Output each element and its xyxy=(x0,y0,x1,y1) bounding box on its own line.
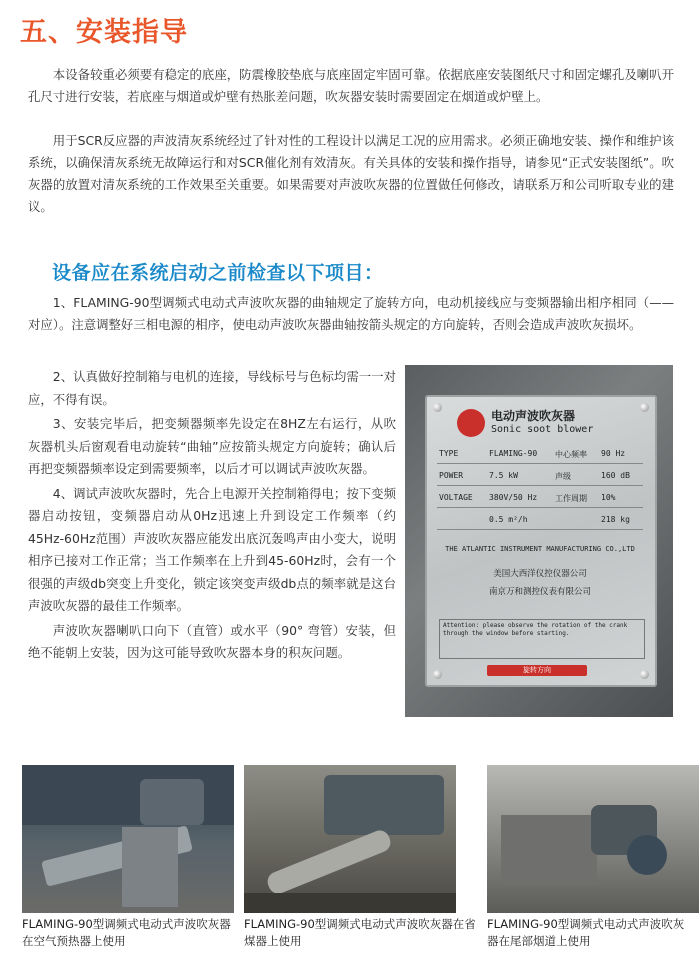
check-item-3: 3、安装完毕后，把变频器频率先设定在8HZ左右运行，从吹灰器机头后窗观看电动旋转“曲轴”应按箭头规定方向旋转；确认后再把变频器频率设定到需要频率，以后才可以调试声波吹灰器。 xyxy=(28,416,396,476)
rivet-icon xyxy=(433,670,442,679)
nameplate xyxy=(425,395,657,687)
nameplate-warning-box xyxy=(439,619,645,659)
nameplate-cell: 7.5 kW xyxy=(489,471,518,480)
rivet-icon xyxy=(640,670,649,679)
rivet-icon xyxy=(640,403,649,412)
nameplate-row xyxy=(437,493,643,508)
nameplate-row xyxy=(437,515,643,530)
nameplate-cell: POWER xyxy=(439,471,464,480)
check-heading: 设备应在系统启动之前检查以下项目： xyxy=(52,262,384,284)
fan-shape xyxy=(627,835,667,875)
section-title: 五、安装指导 xyxy=(20,17,188,48)
nameplate-row xyxy=(437,471,643,486)
company-logo-icon xyxy=(457,409,485,437)
nameplate-cell: 10% xyxy=(601,493,616,502)
install-paragraph-2: 用于SCR反应器的声波清灰系统经过了针对性的工程设计以满足工况的应用需求。必须正确地安装、操作和维护该系统，以确保清灰系统无故障运行和对SCR催化剂有效清灰。有关具体的安装和操作指导，请参见“正式安装图纸”。吹灰器的放置对清灰系统的工作效果至关重要。如果需要对声波吹灰器的位置做任何修改，请联系万和公司听取专业的建议。 xyxy=(28,133,674,214)
nameplate-cell: VOLTAGE xyxy=(439,493,473,502)
rotation-arrow-icon xyxy=(487,665,587,676)
photo-caption-3: FLAMING-90型调频式电动式声波吹灰器在尾部烟道上使用 xyxy=(487,917,685,948)
nameplate-cell: 90 Hz xyxy=(601,449,626,458)
nameplate-cell: 声级 xyxy=(555,472,571,481)
photo-caption-1: FLAMING-90型调频式电动式声波吹灰器在空气预热器上使用 xyxy=(22,917,231,948)
floor-shape xyxy=(244,893,456,913)
rotation-arrow-label: 旋转方向 xyxy=(523,666,551,674)
flue-wall-shape xyxy=(501,815,597,885)
nameplate-maker-en: THE ATLANTIC INSTRUMENT MANUFACTURING CO.,LTD xyxy=(445,545,635,553)
nameplate-warning-text: Attention: please observe the rotation of the crank through the window before starting. xyxy=(443,622,628,637)
check-item-2: 2、认真做好控制箱与电机的连接，导线标号与色标均需一一对应，不得有误。 xyxy=(28,369,396,407)
nameplate-photo xyxy=(405,365,673,717)
nameplate-cell: 160 dB xyxy=(601,471,630,480)
photo-tail-flue xyxy=(487,765,699,913)
check-item-1: 1、FLAMING-90型调频式电动式声波吹灰器的曲轴规定了旋转方向，电动机接线应与变频器输出相序相同（——对应）。注意调整好三相电源的相序，使电动声波吹灰器曲轴按箭头规定的方向旋转，否则会造成声波吹灰损坏。 xyxy=(28,295,674,332)
motor-shape xyxy=(324,775,444,835)
photo-air-preheater xyxy=(22,765,234,913)
bracket-shape xyxy=(122,827,178,907)
nameplate-title: 电动声波吹灰器 xyxy=(491,409,576,423)
photo-economizer xyxy=(244,765,456,913)
nameplate-cell: 工作周期 xyxy=(555,494,587,503)
check-list-column xyxy=(28,366,396,667)
nameplate-cell: 218 kg xyxy=(601,515,630,524)
motor-shape xyxy=(140,779,204,825)
photo-caption-2: FLAMING-90型调频式电动式声波吹灰器在省煤器上使用 xyxy=(244,917,476,948)
nameplate-cell: FLAMING-90 xyxy=(489,449,538,458)
nameplate-cell: 0.5 m²/h xyxy=(489,515,528,524)
nameplate-maker-cn-1: 美国大西洋仪控仪器公司 xyxy=(493,569,587,579)
install-paragraph-1: 本设备较重必须要有稳定的底座，防震橡胶垫底与底座固定牢固可靠。依据底座安装图纸尺寸和固定螺孔及喇叭开孔尺寸进行安装，若底座与烟道或炉壁有热胀差问题，吹灰器安装时需要固定在烟道或炉壁上。 xyxy=(28,67,674,104)
nameplate-cell: 380V/50 Hz xyxy=(489,493,538,502)
nameplate-maker-cn-2: 南京万和测控仪表有限公司 xyxy=(488,587,591,597)
nameplate-row xyxy=(437,449,643,464)
check-item-4: 4、调试声波吹灰器时，先合上电源开关控制箱得电；按下变频器启动按钮，变频器启动从0Hz迅速上升到设定工作频率（约45Hz-60Hz范围）声波吹灰器应能发出底沉轰鸣声由小变大，说明相序已接对工作正常；当工作频率在上升到45-60Hz时，会有一个很强的声级db突变上升变化，锁定该突变声级db点的频率就是这台声波吹灰器的最佳工作频率。 xyxy=(28,485,396,613)
nameplate-cell: 中心频率 xyxy=(555,450,587,459)
rivet-icon xyxy=(433,403,442,412)
pipe-shape xyxy=(265,827,394,896)
nameplate-cell: TYPE xyxy=(439,449,459,458)
install-orientation-note: 声波吹灰器喇叭口向下（直管）或水平（90° 弯管）安装，但绝不能朝上安装，因为这可能导致吹灰器本身的积灰问题。 xyxy=(28,622,396,660)
nameplate-subtitle: Sonic soot blower xyxy=(491,424,594,435)
